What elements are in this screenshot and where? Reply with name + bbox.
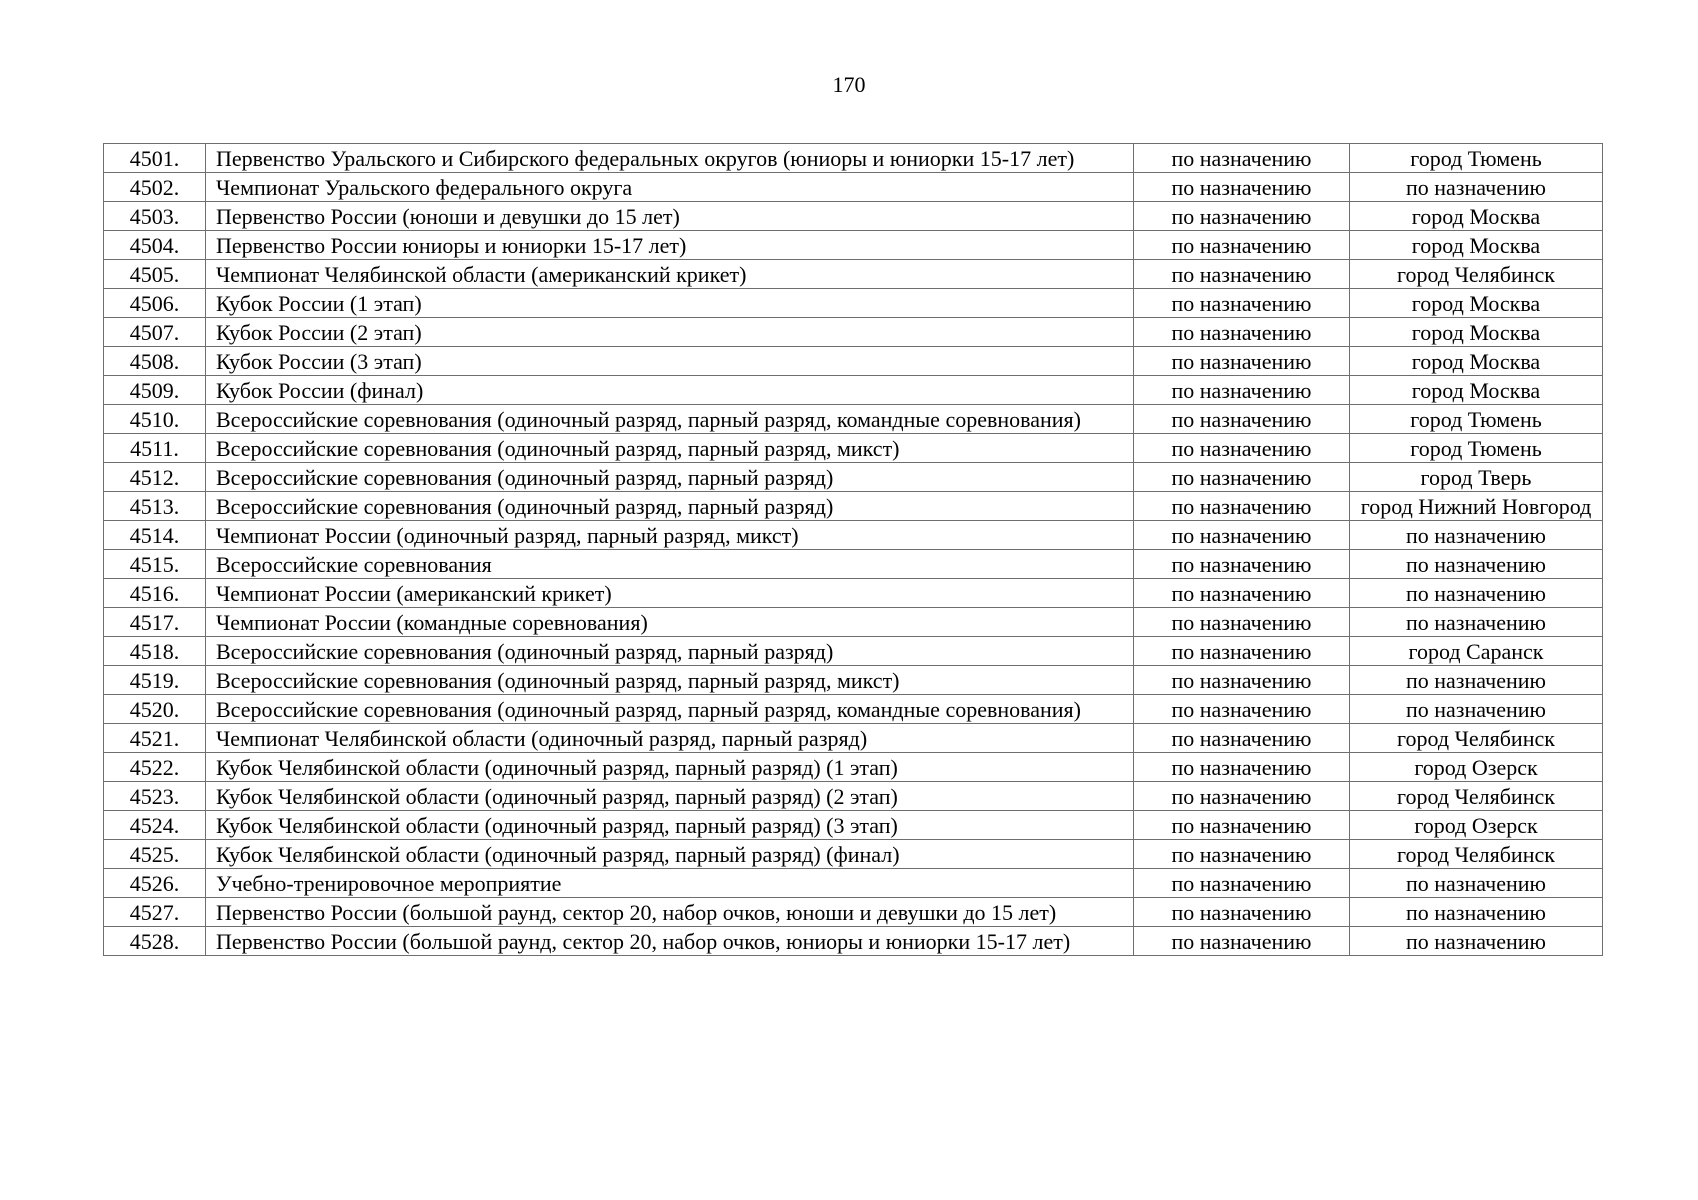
event-place: по назначению <box>1350 898 1603 927</box>
event-date: по назначению <box>1134 782 1350 811</box>
event-date: по назначению <box>1134 318 1350 347</box>
event-date: по назначению <box>1134 608 1350 637</box>
row-number: 4512. <box>104 463 206 492</box>
row-number: 4510. <box>104 405 206 434</box>
event-date: по назначению <box>1134 144 1350 173</box>
event-name: Всероссийские соревнования (одиночный разряд, парный разряд, микст) <box>206 666 1134 695</box>
table-row <box>104 840 1603 869</box>
row-number: 4509. <box>104 376 206 405</box>
event-name: Всероссийские соревнования (одиночный разряд, парный разряд, командные соревнования) <box>206 405 1134 434</box>
event-name: Чемпионат Челябинской области (одиночный разряд, парный разряд) <box>206 724 1134 753</box>
table-row <box>104 260 1603 289</box>
row-number: 4514. <box>104 521 206 550</box>
event-date: по назначению <box>1134 811 1350 840</box>
row-number: 4525. <box>104 840 206 869</box>
events-table-body <box>104 144 1603 956</box>
event-date: по назначению <box>1134 637 1350 666</box>
event-name: Чемпионат России (американский крикет) <box>206 579 1134 608</box>
event-name: Учебно-тренировочное мероприятие <box>206 869 1134 898</box>
event-name: Кубок России (2 этап) <box>206 318 1134 347</box>
event-date: по назначению <box>1134 579 1350 608</box>
table-row <box>104 144 1603 173</box>
event-name: Первенство России (юноши и девушки до 15 лет) <box>206 202 1134 231</box>
event-name: Первенство России (большой раунд, сектор 20, набор очков, юниоры и юниорки 15-17 лет) <box>206 927 1134 956</box>
event-date: по назначению <box>1134 492 1350 521</box>
table-row <box>104 869 1603 898</box>
event-place: город Челябинск <box>1350 782 1603 811</box>
table-row <box>104 695 1603 724</box>
event-place: город Озерск <box>1350 811 1603 840</box>
table-row <box>104 463 1603 492</box>
event-name: Кубок Челябинской области (одиночный разряд, парный разряд) (2 этап) <box>206 782 1134 811</box>
row-number: 4508. <box>104 347 206 376</box>
event-place: город Тверь <box>1350 463 1603 492</box>
table-row <box>104 811 1603 840</box>
row-number: 4523. <box>104 782 206 811</box>
page-number: 170 <box>832 72 866 97</box>
event-place: по назначению <box>1350 550 1603 579</box>
table-row <box>104 492 1603 521</box>
row-number: 4511. <box>104 434 206 463</box>
table-row <box>104 231 1603 260</box>
event-name: Кубок Челябинской области (одиночный разряд, парный разряд) (1 этап) <box>206 753 1134 782</box>
event-date: по назначению <box>1134 260 1350 289</box>
row-number: 4505. <box>104 260 206 289</box>
row-number: 4519. <box>104 666 206 695</box>
event-place: город Москва <box>1350 231 1603 260</box>
row-number: 4517. <box>104 608 206 637</box>
event-place: по назначению <box>1350 579 1603 608</box>
row-number: 4513. <box>104 492 206 521</box>
table-row <box>104 376 1603 405</box>
event-name: Кубок России (3 этап) <box>206 347 1134 376</box>
row-number: 4507. <box>104 318 206 347</box>
table-row <box>104 434 1603 463</box>
row-number: 4502. <box>104 173 206 202</box>
row-number: 4520. <box>104 695 206 724</box>
event-name: Кубок Челябинской области (одиночный разряд, парный разряд) (3 этап) <box>206 811 1134 840</box>
event-name: Кубок России (финал) <box>206 376 1134 405</box>
table-row <box>104 405 1603 434</box>
event-name: Кубок России (1 этап) <box>206 289 1134 318</box>
event-name: Всероссийские соревнования (одиночный разряд, парный разряд, микст) <box>206 434 1134 463</box>
event-place: город Саранск <box>1350 637 1603 666</box>
event-name: Кубок Челябинской области (одиночный разряд, парный разряд) (финал) <box>206 840 1134 869</box>
event-date: по назначению <box>1134 927 1350 956</box>
row-number: 4522. <box>104 753 206 782</box>
event-date: по назначению <box>1134 753 1350 782</box>
row-number: 4503. <box>104 202 206 231</box>
event-date: по назначению <box>1134 521 1350 550</box>
row-number: 4526. <box>104 869 206 898</box>
table-row <box>104 782 1603 811</box>
event-date: по назначению <box>1134 202 1350 231</box>
event-date: по назначению <box>1134 231 1350 260</box>
event-place: по назначению <box>1350 695 1603 724</box>
table-row <box>104 202 1603 231</box>
event-place: город Челябинск <box>1350 840 1603 869</box>
event-name: Всероссийские соревнования <box>206 550 1134 579</box>
table-row <box>104 898 1603 927</box>
event-name: Всероссийские соревнования (одиночный разряд, парный разряд) <box>206 463 1134 492</box>
table-row <box>104 927 1603 956</box>
event-date: по назначению <box>1134 463 1350 492</box>
event-name: Чемпионат Уральского федерального округа <box>206 173 1134 202</box>
event-date: по назначению <box>1134 840 1350 869</box>
event-date: по назначению <box>1134 695 1350 724</box>
events-table <box>103 143 1603 956</box>
event-date: по назначению <box>1134 434 1350 463</box>
event-date: по назначению <box>1134 869 1350 898</box>
event-date: по назначению <box>1134 898 1350 927</box>
event-name: Чемпионат России (командные соревнования) <box>206 608 1134 637</box>
event-place: по назначению <box>1350 869 1603 898</box>
event-place: по назначению <box>1350 927 1603 956</box>
event-date: по назначению <box>1134 405 1350 434</box>
event-name: Первенство Уральского и Сибирского федеральных округов (юниоры и юниорки 15-17 лет) <box>206 144 1134 173</box>
event-date: по назначению <box>1134 173 1350 202</box>
event-date: по назначению <box>1134 666 1350 695</box>
table-row <box>104 637 1603 666</box>
event-name: Всероссийские соревнования (одиночный разряд, парный разряд, командные соревнования) <box>206 695 1134 724</box>
event-name: Первенство России (большой раунд, сектор 20, набор очков, юноши и девушки до 15 лет) <box>206 898 1134 927</box>
row-number: 4516. <box>104 579 206 608</box>
event-place: по назначению <box>1350 521 1603 550</box>
table-row <box>104 550 1603 579</box>
table-row <box>104 753 1603 782</box>
event-place: город Москва <box>1350 376 1603 405</box>
table-row <box>104 579 1603 608</box>
table-row <box>104 289 1603 318</box>
event-place: город Челябинск <box>1350 260 1603 289</box>
event-date: по назначению <box>1134 376 1350 405</box>
event-place: город Москва <box>1350 202 1603 231</box>
table-row <box>104 521 1603 550</box>
event-place: по назначению <box>1350 173 1603 202</box>
event-place: по назначению <box>1350 608 1603 637</box>
row-number: 4518. <box>104 637 206 666</box>
table-row <box>104 724 1603 753</box>
event-place: город Челябинск <box>1350 724 1603 753</box>
event-name: Всероссийские соревнования (одиночный разряд, парный разряд) <box>206 492 1134 521</box>
event-place: город Озерск <box>1350 753 1603 782</box>
event-name: Чемпионат России (одиночный разряд, парный разряд, микст) <box>206 521 1134 550</box>
event-date: по назначению <box>1134 724 1350 753</box>
event-place: город Тюмень <box>1350 144 1603 173</box>
row-number: 4528. <box>104 927 206 956</box>
row-number: 4527. <box>104 898 206 927</box>
event-name: Всероссийские соревнования (одиночный разряд, парный разряд) <box>206 637 1134 666</box>
event-place: город Москва <box>1350 289 1603 318</box>
event-date: по назначению <box>1134 347 1350 376</box>
row-number: 4524. <box>104 811 206 840</box>
event-name: Первенство России юниоры и юниорки 15-17 лет) <box>206 231 1134 260</box>
event-date: по назначению <box>1134 289 1350 318</box>
row-number: 4515. <box>104 550 206 579</box>
event-name: Чемпионат Челябинской области (американский крикет) <box>206 260 1134 289</box>
table-row <box>104 173 1603 202</box>
event-place: город Нижний Новгород <box>1350 492 1603 521</box>
event-place: город Москва <box>1350 347 1603 376</box>
table-row <box>104 608 1603 637</box>
event-date: по назначению <box>1134 550 1350 579</box>
table-row <box>104 666 1603 695</box>
event-place: город Тюмень <box>1350 434 1603 463</box>
event-place: город Москва <box>1350 318 1603 347</box>
event-place: город Тюмень <box>1350 405 1603 434</box>
row-number: 4521. <box>104 724 206 753</box>
table-row <box>104 318 1603 347</box>
table-row <box>104 347 1603 376</box>
row-number: 4504. <box>104 231 206 260</box>
row-number: 4506. <box>104 289 206 318</box>
row-number: 4501. <box>104 144 206 173</box>
event-place: по назначению <box>1350 666 1603 695</box>
